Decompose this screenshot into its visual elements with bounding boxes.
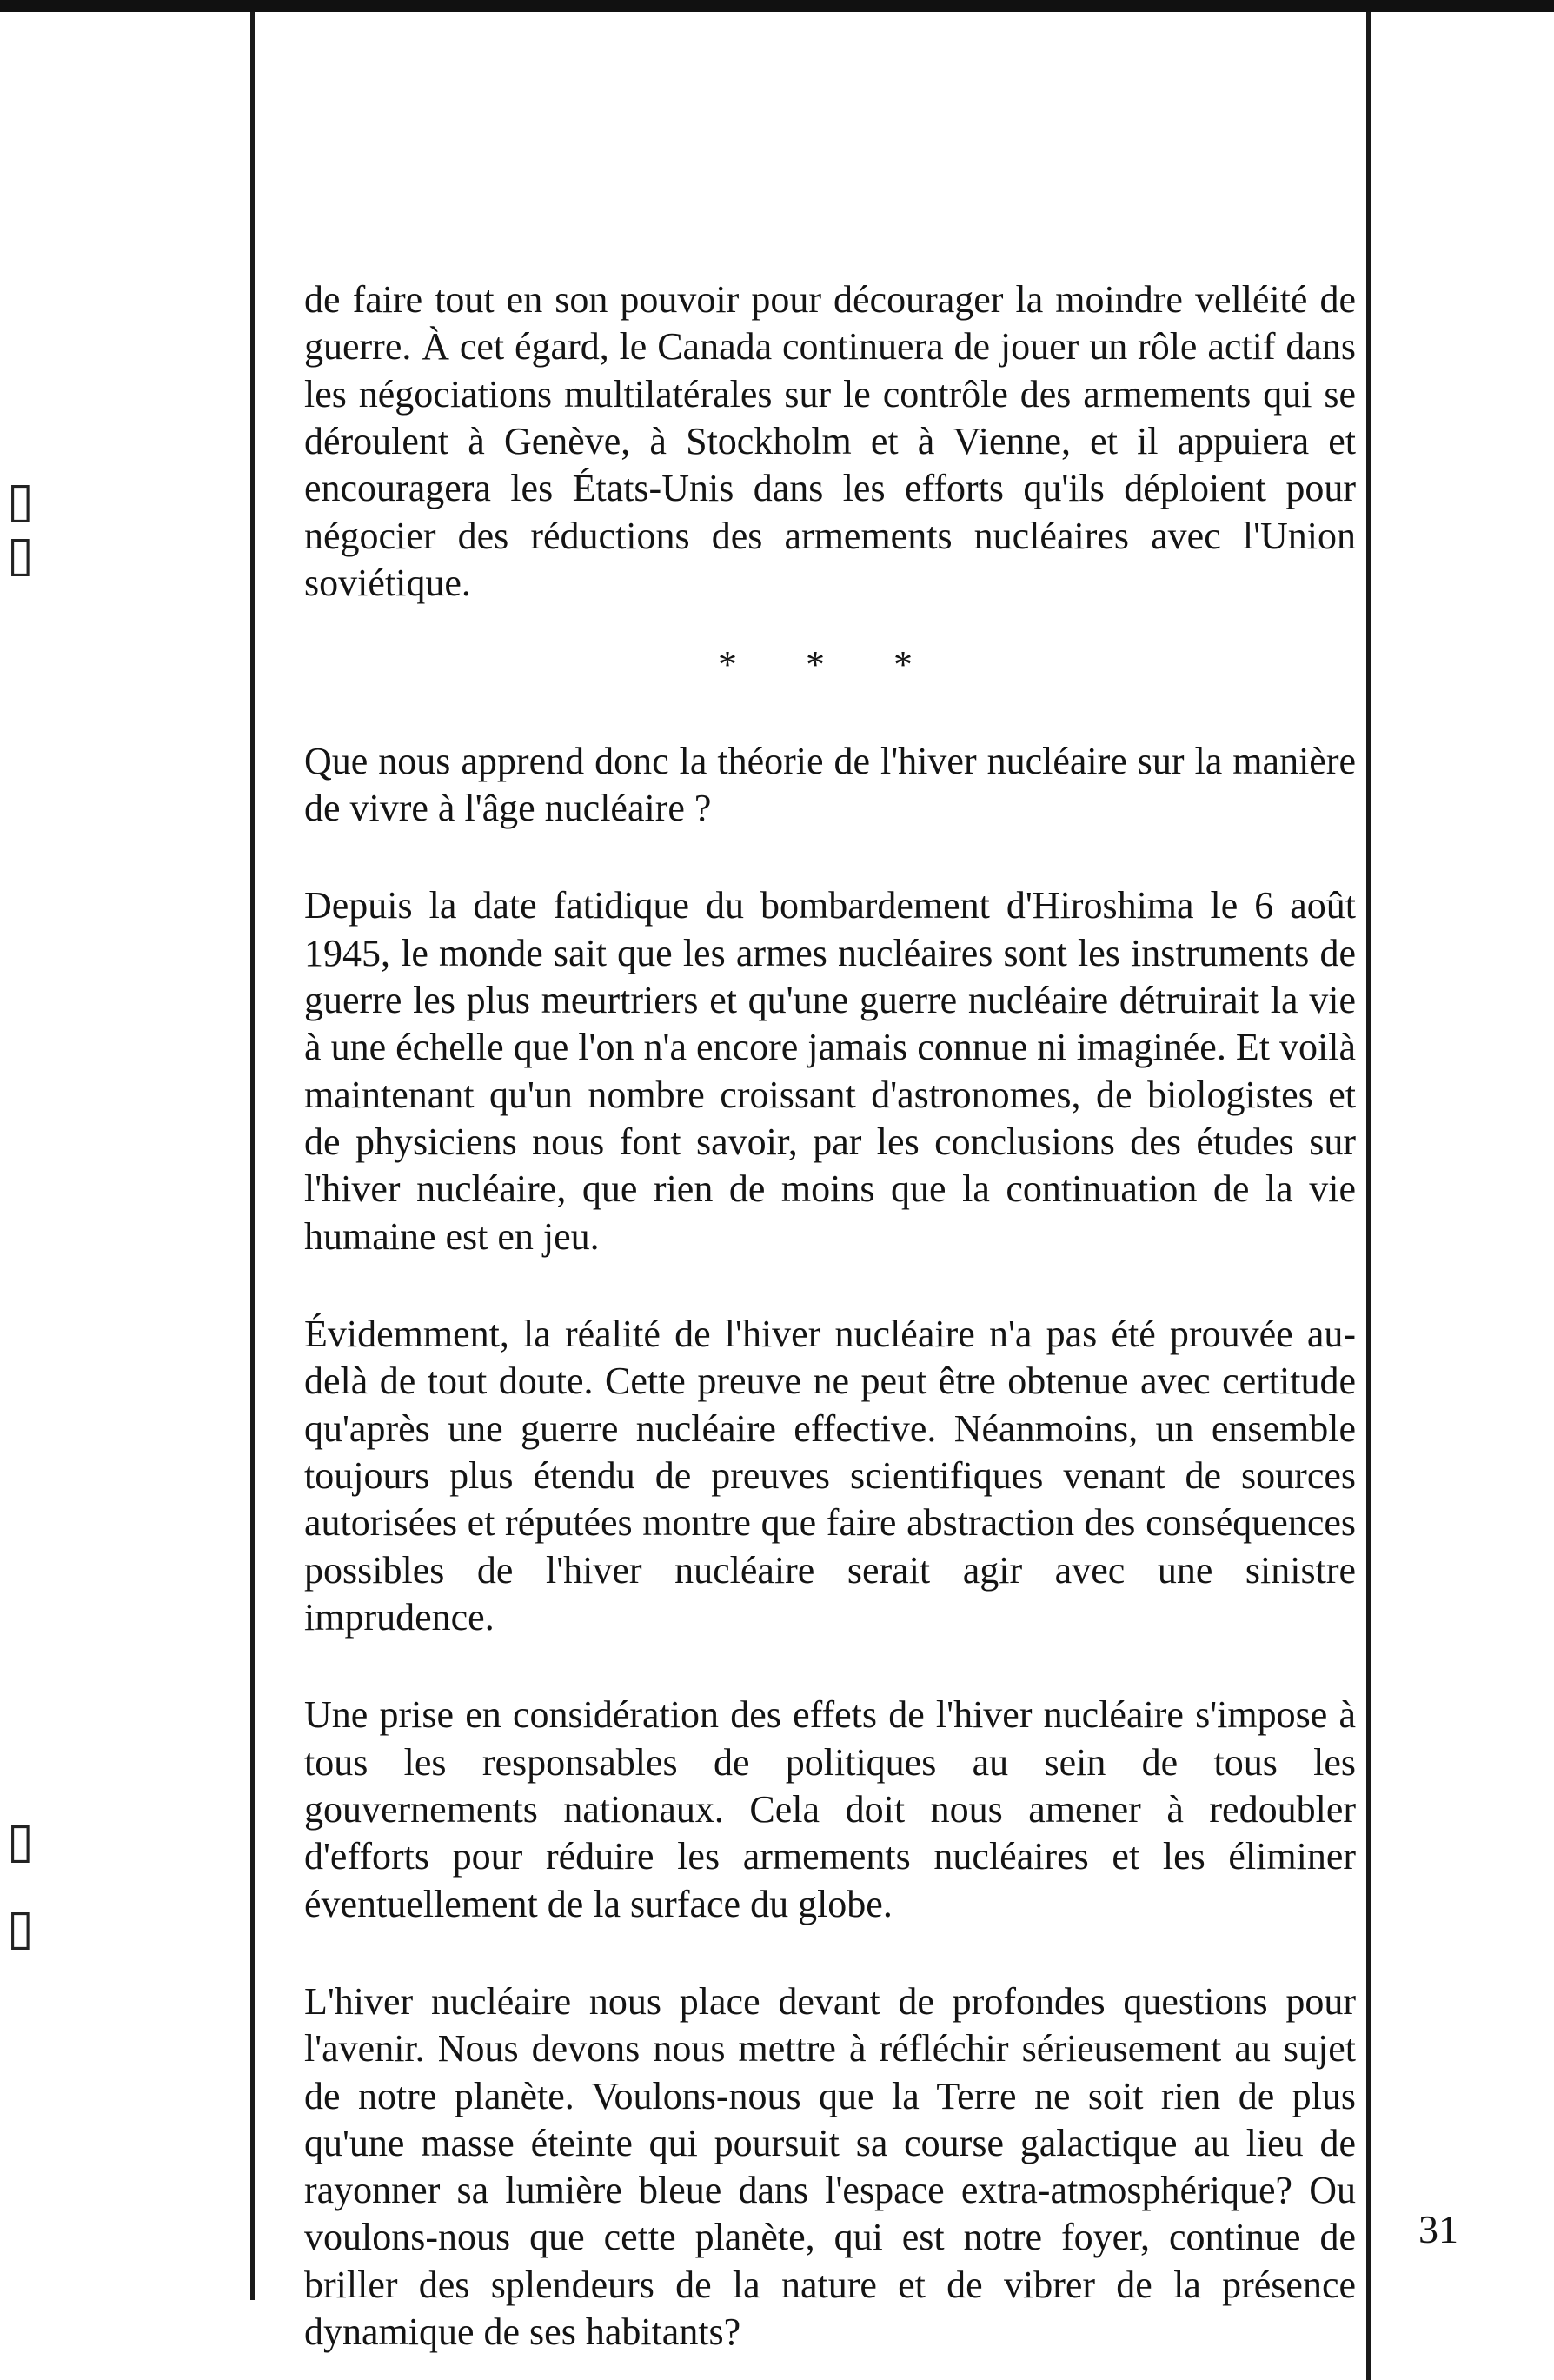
body-text bbox=[304, 276, 1356, 2356]
paragraph: L'hiver nucléaire nous place devant de profondes questions pour l'avenir. Nous devons nous mettre à réfléchir sérieusement au sujet de notre planète. Voulons-nous que la Terre ne soit rien de plus qu'une masse éteinte qui poursuit sa course galactique au lieu de rayonner sa lumière bleue dans l'espace extra-atmosphérique? Ou voulons-nous que cette planète, qui est notre foyer, continue de briller des splendeurs de la nature et de vibrer de la présence dynamique de ses habitants? bbox=[304, 1979, 1356, 2354]
margin-binding-mark: ▯ bbox=[7, 1899, 34, 1956]
margin-binding-mark: ▯ bbox=[7, 1812, 34, 1869]
page-number: 31 bbox=[1418, 2207, 1458, 2251]
paragraph: Une prise en considération des effets de l'hiver nucléaire s'impose à tous les responsables de politiques au sein de tous les gouvernements nationaux. Cela doit nous amener à redoubler d'efforts pour réduire les armements nucléaires et les éliminer éventuellement de la surface du globe. bbox=[304, 1693, 1356, 1925]
paragraph: Depuis la date fatidique du bombardement d'Hiroshima le 6 août 1945, le monde sait que les armes nucléaires sont les instruments de guerre les plus meurtriers et qu'une guerre nucléaire détruirait la vie à une échelle que l'on n'a encore jamais connue ni imaginée. Et voilà maintenant qu'un nombre croissant d'astronomes, de biologistes et de physiciens nous font savoir, par les conclusions des études sur l'hiver nucléaire, que rien de moins que la continuation de la vie humaine est en jeu. bbox=[304, 884, 1356, 1258]
margin-binding-mark: ▯ bbox=[7, 526, 34, 582]
paragraph: Que nous apprend donc la théorie de l'hiver nucléaire sur la manière de vivre à l'âge nucléaire ? bbox=[304, 739, 1356, 829]
section-separator: * * * bbox=[718, 643, 942, 687]
margin-binding-mark: ▯ bbox=[7, 472, 34, 529]
paragraph: de faire tout en son pouvoir pour décourager la moindre velléité de guerre. À cet égard, le Canada continuera de jouer un rôle actif dans les négociations multilatérales sur le contrôle des armements qui se déroulent à Genève, à Stockholm et à Vienne, et il appuiera et encouragera les États-Unis dans les efforts qu'ils déploient pour négocier des réductions des armements nucléaires avec l'Union soviétique. bbox=[304, 278, 1356, 604]
left-margin-rule bbox=[250, 12, 255, 2300]
top-border-rule bbox=[0, 0, 1554, 12]
right-margin-rule bbox=[1366, 12, 1371, 2380]
paragraph: Évidemment, la réalité de l'hiver nucléaire n'a pas été prouvée au-delà de tout doute. Cette preuve ne peut être obtenue avec certitude qu'après une guerre nucléaire effective. Néanmoins, un ensemble toujours plus étendu de preuves scientifiques venant de sources autorisées et réputées montre que faire abstraction des conséquences possibles de l'hiver nucléaire serait agir avec une sinistre imprudence. bbox=[304, 1312, 1356, 1639]
